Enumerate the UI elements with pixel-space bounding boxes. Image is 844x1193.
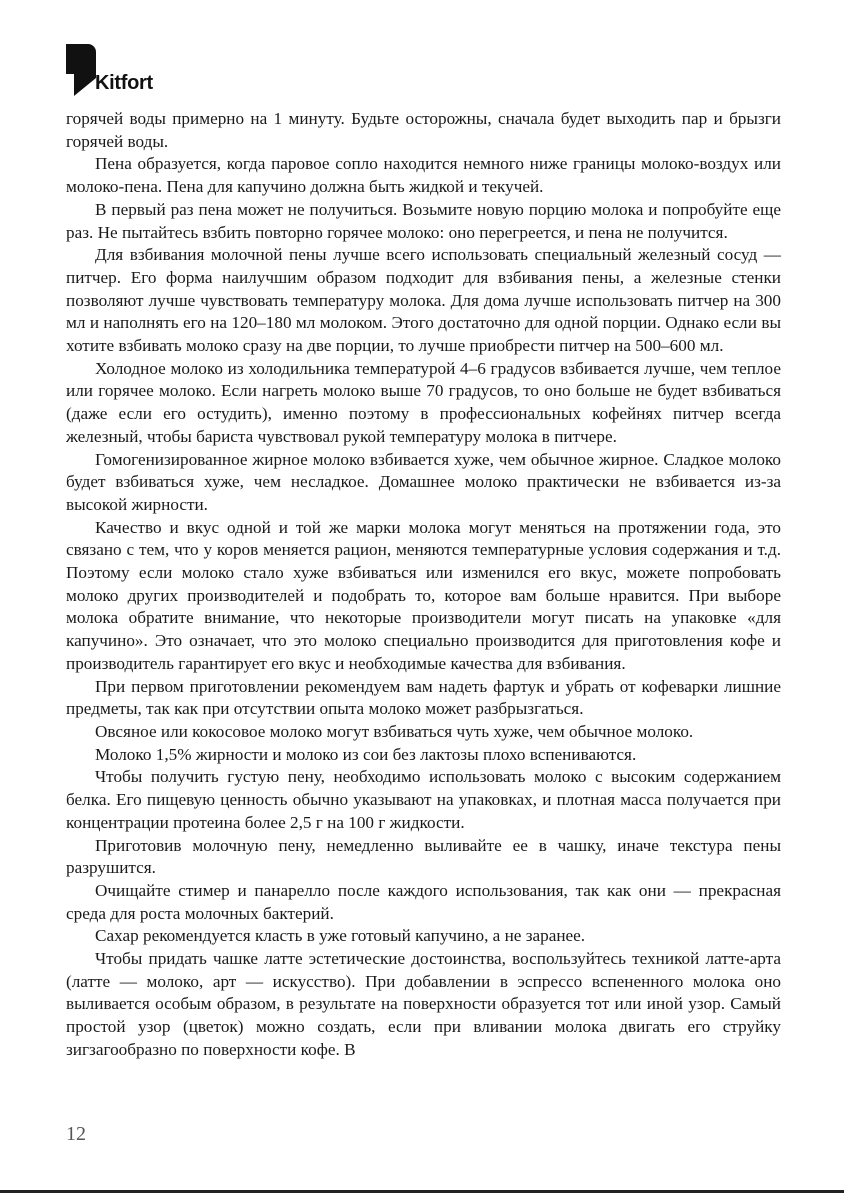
page-number: 12 [66,1123,86,1145]
paragraph: Чтобы придать чашке латте эстетические достоинства, воспользуйтесь техникой латте-арта (латте — молоко, арт — искусство). При добавлении в эспрессо вспененного молока оно выливается особым образом, в результате на поверхности образуется тот или иной узор. Самый простой узор (цветок) можно создать, если при вливании молока двигать его струйку зигзагообразно по поверхности кофе. В [66,949,781,1059]
paragraph: Пена образуется, когда паровое сопло находится немного ниже границы молоко-воздух или молоко-пена. Пена для капучино должна быть жидкой и текучей. [66,154,781,197]
paragraph: Овсяное или кокосовое молоко могут взбиваться чуть хуже, чем обычное молоко. [95,721,694,741]
paragraph: Очищайте стимер и панарелло после каждого использования, так как они — прекрасная среда для роста молочных бактерий. [66,880,781,923]
brand-logo [66,44,176,100]
brand-name: Kitfort [95,72,153,94]
paragraph: Холодное молоко из холодильника температурой 4–6 градусов взбивается лучше, чем теплое или горячее молоко. Если нагреть молоко выше 70 градусов, то оно больше не будет взбиваться (даже если его остудить), именно поэтому в профессиональных кофейнях питчер всегда железный, чтобы бариста чувствовал рукой температуру молока в питчере. [66,358,781,446]
paragraph: горячей воды примерно на 1 минуту. Будьте осторожны, сначала будет выходить пар и брызги горячей воды. [66,109,781,151]
paragraph: Сахар рекомендуется класть в уже готовый капучино, а не заранее. [95,926,586,946]
paragraph: Гомогенизированное жирное молоко взбивается хуже, чем обычное жирное. Сладкое молоко будет взбиваться хуже, чем несладкое. Домашнее молоко практически не взбивается из-за высокой жирности. [66,449,781,514]
paragraph: Качество и вкус одной и той же марки молока могут меняться на протяжении года, это связано с тем, что у коров меняется рацион, меняются температурные условия содержания и т.д. Поэтому если молоко стало хуже взбиваться или изменился его вкус, можете попробовать молоко других производителей и подобрать то, которое вам больше нравится. При выборе молока обратите внимание, что некоторые производители могут писать на упаковке «для капучино». Это означает, что это молоко специально производится для приготовления кофе и производитель гарантирует его вкус и необходимые качества для взбивания. [66,517,781,673]
paragraph: Чтобы получить густую пену, необходимо использовать молоко с высоким содержанием белка. Его пищевую ценность обычно указывают на упаковках, и плотная масса получается при концентрации протеина более 2,5 г на 100 г жидкости. [66,767,781,832]
kitfort-logo-icon [66,44,96,96]
paragraph: При первом приготовлении рекомендуем вам надеть фартук и убрать от кофеварки лишние предметы, так как при отсутствии опыта молоко может разбрызгаться. [66,676,781,719]
paragraph: Приготовив молочную пену, немедленно выливайте ее в чашку, иначе текстура пены разрушится. [66,835,781,878]
body-text [66,108,781,1062]
paragraph: Для взбивания молочной пены лучше всего использовать специальный железный сосуд — питчер. Его форма наилучшим образом подходит для взбивания пены, а железные стенки позволяют лучше чувствовать температуру молока. Для дома лучше использовать питчер на 300 мл и наполнять его на 120–180 мл молоком. Этого достаточно для одной порции. Однако если вы хотите взбивать молоко сразу на две порции, то лучше приобрести питчер на 500–600 мл. [66,245,781,356]
paragraph: Молоко 1,5% жирности и молоко из сои без лактозы плохо вспениваются. [95,744,637,764]
paragraph: В первый раз пена может не получиться. Возьмите новую порцию молока и попробуйте еще раз. Не пытайтесь взбить повторно горячее молоко: оно перегреется, и пена не получится. [66,199,781,242]
